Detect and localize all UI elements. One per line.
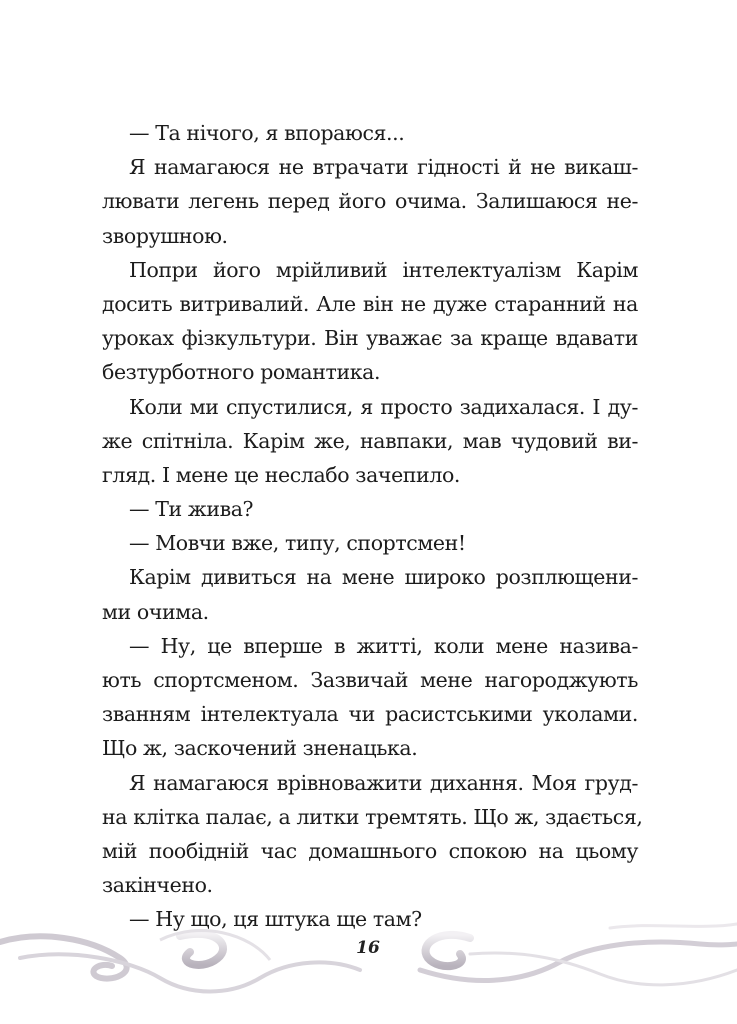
text-line: мій пообідній час домашнього спокою на цьому [102, 838, 638, 863]
text-line: безтурботного романтика. [102, 360, 381, 385]
text-line: Карім дивиться на мене широко розплющени- [129, 565, 638, 590]
text-line: Що ж, заскочений зненацька. [102, 736, 418, 761]
text-line: досить витривалий. Але він не дуже старанний на [102, 291, 638, 316]
text-line: — Та нічого, я впораюся... [129, 121, 405, 145]
text-line: закінчено. [102, 873, 213, 898]
text-line: званням інтелектуала чи расистськими уколами. [102, 702, 638, 727]
text-line: — Ти жива? [129, 497, 254, 522]
text-line: лювати легень перед його очима. Залишаюся не- [102, 189, 638, 214]
text-line: ми очима. [102, 599, 209, 624]
text-line: же спітніла. Карім же, навпаки, мав чудовий ви- [102, 428, 638, 453]
text-line: гляд. І мене це неслабо зачепило. [102, 462, 461, 487]
text-line: — Мовчи вже, типу, спортсмен! [129, 531, 466, 556]
text-line: Попри його мрійливий інтелектуалізм Карім [129, 257, 638, 282]
text-line: Коли ми спустилися, я просто задихалася. І ду- [129, 394, 638, 419]
text-line: уроках фізкультури. Він уважає за краще вдавати [102, 326, 638, 351]
text-line: на клітка палає, а литки тремтять. Що ж, здається, [102, 804, 643, 829]
text-line: — Ну, це вперше в житті, коли мене назива- [129, 633, 638, 658]
body-text [102, 116, 643, 937]
text-line: зворушною. [102, 223, 228, 248]
text-line: ють спортсменом. Зазвичай мене нагороджують [102, 668, 638, 692]
text-line: — Ну що, ця штука ще там? [129, 907, 422, 932]
decorative-swirl-icon [0, 900, 737, 1024]
text-line: Я намагаюся врівноважити дихання. Моя груд- [129, 770, 638, 795]
page-number: 16 [356, 938, 380, 958]
text-line: Я намагаюся не втрачати гідності й не викаш- [129, 155, 638, 180]
